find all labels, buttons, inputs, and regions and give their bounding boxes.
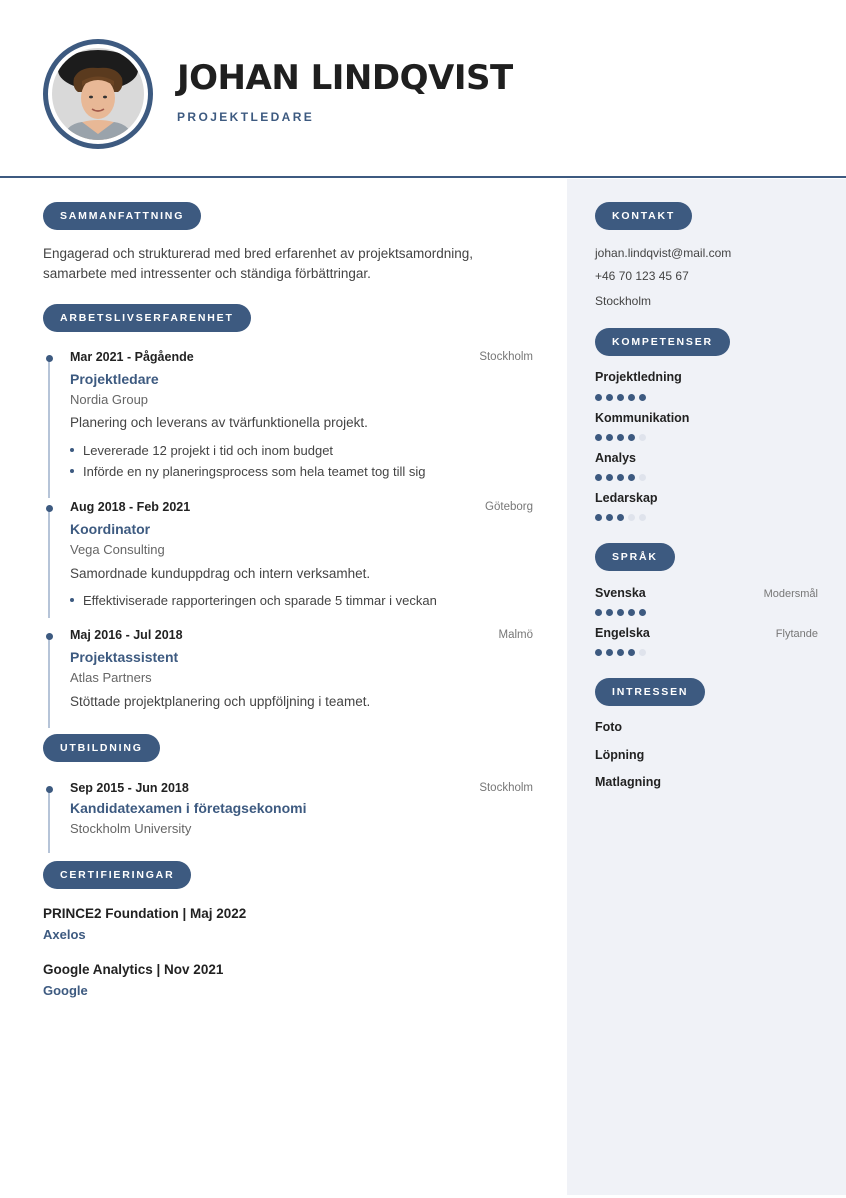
skill-name: Kommunikation bbox=[595, 411, 690, 425]
rating-dot-filled bbox=[606, 434, 613, 441]
rating-dot-filled bbox=[595, 609, 602, 616]
timeline-dot bbox=[46, 355, 53, 362]
contact-city: Stockholm bbox=[595, 294, 652, 308]
job-company: Atlas Partners bbox=[70, 670, 152, 685]
language-level: Flytande bbox=[775, 628, 818, 640]
rating-dot-filled bbox=[606, 609, 613, 616]
job-description: Stöttade projektplanering och uppföljning i teamet. bbox=[70, 694, 371, 709]
section-pill-experience: ARBETSLIVSERFARENHET bbox=[43, 304, 251, 332]
timeline-dot bbox=[46, 633, 53, 640]
rating-dot-filled bbox=[606, 649, 613, 656]
bullet-icon bbox=[70, 598, 74, 602]
rating-dot-filled bbox=[617, 434, 624, 441]
rating-dot-filled bbox=[606, 394, 613, 401]
job-description: Planering och leverans av tvärfunktionella projekt. bbox=[70, 415, 368, 430]
job-location: Malmö bbox=[498, 629, 533, 641]
job-date: Maj 2016 - Jul 2018 bbox=[70, 628, 183, 642]
interest-item: Löpning bbox=[595, 748, 645, 762]
rating-dot-filled bbox=[617, 609, 624, 616]
rating-dot-filled bbox=[617, 649, 624, 656]
rating-dot-empty bbox=[628, 514, 635, 521]
rating-dot-filled bbox=[595, 394, 602, 401]
rating-dot-filled bbox=[628, 649, 635, 656]
bullet-icon bbox=[70, 448, 74, 452]
rating-dot-filled bbox=[639, 394, 646, 401]
candidate-name: JOHAN LINDQVIST bbox=[177, 58, 513, 98]
summary-text bbox=[43, 244, 543, 284]
rating-dot-empty bbox=[639, 434, 646, 441]
job-title: Projektassistent bbox=[70, 649, 179, 665]
rating-dot-filled bbox=[628, 609, 635, 616]
job-company: Vega Consulting bbox=[70, 542, 165, 557]
profile-photo bbox=[52, 48, 144, 140]
rating-dot-empty bbox=[639, 474, 646, 481]
rating-dot-filled bbox=[606, 474, 613, 481]
rating-dot-empty bbox=[639, 514, 646, 521]
interest-item: Matlagning bbox=[595, 775, 661, 789]
summary-line: Engagerad och strukturerad med bred erfarenhet av projektsamordning, bbox=[43, 246, 473, 261]
job-description: Samordnade kunduppdrag och intern verksamhet. bbox=[70, 566, 371, 581]
job-date: Mar 2021 - Pågående bbox=[70, 350, 194, 364]
section-pill-certifications: CERTIFIERINGAR bbox=[43, 861, 191, 889]
rating-dot-empty bbox=[639, 649, 646, 656]
education-school: Stockholm University bbox=[70, 821, 192, 836]
skill-name: Ledarskap bbox=[595, 491, 658, 505]
rating-dot-filled bbox=[617, 474, 624, 481]
rating-dot-filled bbox=[595, 514, 602, 521]
rating-dot-filled bbox=[595, 434, 602, 441]
rating-dot-filled bbox=[617, 394, 624, 401]
language-name: Engelska bbox=[595, 626, 650, 640]
rating-dot-filled bbox=[628, 434, 635, 441]
job-bullet-text: Effektiviserade rapporteringen och sparade 5 timmar i veckan bbox=[83, 593, 437, 608]
contact-phone[interactable]: +46 70 123 45 67 bbox=[595, 269, 689, 283]
summary-line: samarbete med intressenter och ständiga förbättringar. bbox=[43, 266, 371, 281]
skill-rating bbox=[595, 474, 646, 482]
job-location: Göteborg bbox=[485, 501, 533, 513]
job-bullet-text: Införde en ny planeringsprocess som hela teamet tog till sig bbox=[83, 464, 426, 479]
education-date: Sep 2015 - Jun 2018 bbox=[70, 781, 189, 795]
rating-dot-filled bbox=[595, 649, 602, 656]
section-pill-languages: SPRÅK bbox=[595, 543, 675, 571]
cert-title: Google Analytics | Nov 2021 bbox=[43, 962, 224, 977]
interest-item: Foto bbox=[595, 720, 623, 734]
skill-name: Projektledning bbox=[595, 370, 682, 384]
timeline-line bbox=[48, 358, 50, 498]
cert-org: Google bbox=[43, 983, 88, 998]
resume-header bbox=[0, 0, 846, 178]
job-bullet bbox=[70, 443, 333, 458]
skill-rating bbox=[595, 394, 646, 402]
timeline-line bbox=[48, 789, 50, 853]
language-rating bbox=[595, 649, 646, 657]
section-pill-interests: INTRESSEN bbox=[595, 678, 705, 706]
section-pill-contact: KONTAKT bbox=[595, 202, 692, 230]
timeline-dot bbox=[46, 786, 53, 793]
timeline-dot bbox=[46, 505, 53, 512]
timeline-line bbox=[48, 636, 50, 728]
rating-dot-filled bbox=[595, 474, 602, 481]
job-location: Stockholm bbox=[479, 351, 533, 363]
job-date: Aug 2018 - Feb 2021 bbox=[70, 500, 191, 514]
section-pill-skills: KOMPETENSER bbox=[595, 328, 730, 356]
profile-photo-frame bbox=[43, 39, 153, 149]
candidate-role: PROJEKTLEDARE bbox=[177, 110, 315, 124]
section-pill-summary: SAMMANFATTNING bbox=[43, 202, 201, 230]
rating-dot-filled bbox=[639, 609, 646, 616]
job-title: Koordinator bbox=[70, 521, 151, 537]
language-name: Svenska bbox=[595, 586, 646, 600]
rating-dot-filled bbox=[606, 514, 613, 521]
bullet-icon bbox=[70, 469, 74, 473]
job-company: Nordia Group bbox=[70, 392, 149, 407]
language-rating bbox=[595, 609, 646, 617]
job-bullet-text: Levererade 12 projekt i tid och inom budget bbox=[83, 443, 334, 458]
rating-dot-filled bbox=[628, 394, 635, 401]
skill-rating bbox=[595, 514, 646, 522]
rating-dot-filled bbox=[617, 514, 624, 521]
skill-name: Analys bbox=[595, 451, 636, 465]
timeline-line bbox=[48, 508, 50, 618]
job-bullet bbox=[70, 593, 437, 608]
cert-org: Axelos bbox=[43, 927, 86, 942]
education-location: Stockholm bbox=[479, 782, 533, 794]
job-title: Projektledare bbox=[70, 371, 159, 387]
contact-email[interactable]: johan.lindqvist@mail.com bbox=[595, 246, 732, 260]
section-pill-education: UTBILDNING bbox=[43, 734, 160, 762]
language-level: Modersmål bbox=[763, 588, 818, 600]
skill-rating bbox=[595, 434, 646, 442]
job-bullet bbox=[70, 464, 426, 479]
education-degree: Kandidatexamen i företagsekonomi bbox=[70, 800, 307, 816]
cert-title: PRINCE2 Foundation | Maj 2022 bbox=[43, 906, 247, 921]
rating-dot-filled bbox=[628, 474, 635, 481]
